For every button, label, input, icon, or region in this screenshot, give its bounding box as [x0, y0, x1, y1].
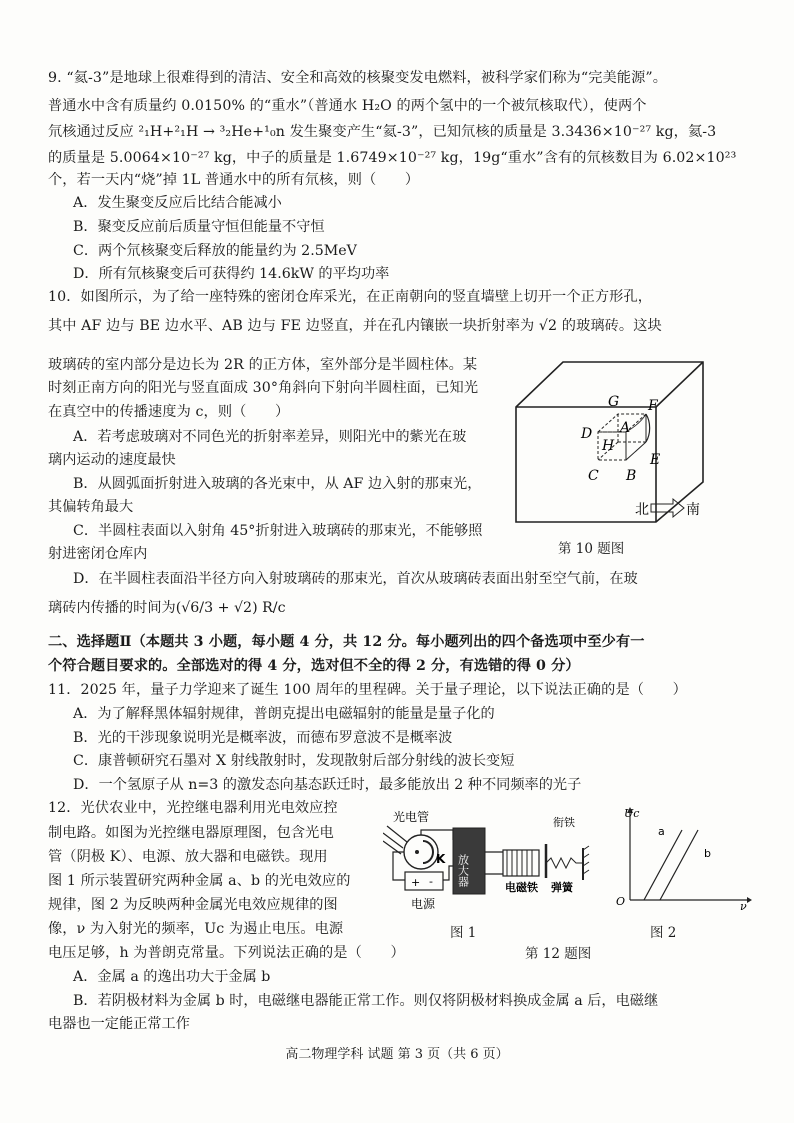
q10-option-d-line-2: 璃砖内传播的时间为(√6/3 + √2) R/c — [48, 600, 286, 616]
q12-fig2-line-a — [644, 830, 682, 900]
q10-label-d: D — [581, 426, 593, 442]
q12-fig1-minus: - — [429, 875, 433, 888]
q10-option-b-line-2: 其偏转角最大 — [48, 499, 134, 515]
q12-line-5: 规律，图 2 为反映两种金属光电效应规律的图 — [48, 897, 338, 913]
q10-option-a-line-2: 璃内运动的速度最快 — [48, 452, 176, 468]
q12-fig2-x-label: ν — [740, 900, 747, 913]
q10-label-a: A — [620, 420, 631, 436]
q10-option-c-line-2: 射进密闭仓库内 — [48, 546, 148, 562]
q10-label-north: 北 — [635, 502, 649, 518]
q10-figure-cube — [508, 352, 713, 527]
q12-fig1-power-label: 电源 — [411, 897, 436, 911]
q12-figure-caption: 第 12 题图 — [525, 946, 592, 962]
q12-option-b-line-2: 电器也一定能正常工作 — [48, 1016, 190, 1032]
q12-figure-2-graph — [612, 805, 752, 915]
q10-label-south: 南 — [686, 502, 700, 518]
q12-line-4: 图 1 所示装置研究两种金属 a、b 的光电效应的 — [48, 873, 351, 889]
q10-option-a-line-1: A．若考虑玻璃对不同色光的折射率差异，则阳光中的紫光在玻 — [73, 429, 467, 445]
q11-option-c: C．康普顿研究石墨对 X 射线散射时，发现散射后部分射线的波长变短 — [73, 753, 515, 769]
q10-label-b: B — [626, 468, 637, 484]
q9-line-5: 个，若一天内“烧”掉 1L 普通水中的所有氘核，则（ ） — [48, 172, 420, 188]
q12-fig1-armature-label: 衔铁 — [553, 816, 575, 829]
q12-line-1: 12．光伏农业中，光控继电器利用光电效应控 — [48, 800, 338, 816]
q9-line-1: 9. “氦-3”是地球上很难得到的清洁、安全和高效的核聚变发电燃料，被科学家们称为“完美能源”。 — [48, 70, 667, 86]
q9-option-c: C．两个氘核聚变后释放的能量约为 2.5MeV — [73, 243, 357, 259]
electromagnet-icon — [503, 850, 539, 876]
q12-option-a: A．金属 a 的逸出功大于金属 b — [73, 969, 271, 985]
page-footer: 高二物理学科 试题 第 3 页（共 6 页） — [285, 1047, 509, 1062]
q12-fig1-electromagnet-label: 电磁铁 — [505, 881, 538, 894]
q12-line-2: 制电路。如图为光控继电器原理图，包含光电 — [48, 825, 334, 841]
q10-label-e: E — [650, 452, 661, 468]
q10-line-3: 玻璃砖的室内部分是边长为 2R 的正方体，室外部分是半圆柱体。某 — [48, 357, 478, 373]
section2-heading-line-2: 个符合题目要求的。全部选对的得 4 分，选对但不全的得 2 分，有选错的得 0 分） — [48, 658, 580, 674]
q10-line-1: 10．如图所示，为了给一座特殊的密闭仓库采光，在正南朝向的竖直墙壁上切开一个正方形孔， — [48, 289, 653, 305]
q9-line-3: 氘核通过反应 ²₁H+²₁H → ³₂He+¹₀n 发生聚变产生“氦-3”，已知氘核的质量是 3.3436×10⁻²⁷ kg，氦-3 — [48, 124, 717, 140]
q11-line-1: 11．2025 年，量子力学迎来了诞生 100 周年的里程碑。关于量子理论，以下说法正确的是（ ） — [48, 682, 687, 698]
section2-heading-line-1: 二、选择题Ⅱ（本题共 3 小题，每小题 4 分，共 12 分。每小题列出的四个备选项中至少有一 — [48, 634, 645, 650]
q10-option-d-line-1: D．在半圆柱表面沿半径方向入射玻璃砖的那束光，首次从玻璃砖表面出射至空气前，在玻 — [73, 571, 638, 587]
q10-option-b-line-1: B．从圆弧面折射进入玻璃的各光束中，从 AF 边入射的那束光， — [73, 476, 482, 492]
q12-option-b-line-1: B．若阴极材料为金属 b 时，电磁继电器能正常工作。则仅将阴极材料换成金属 a 后，电磁继 — [73, 993, 659, 1009]
q10-figure-caption: 第 10 题图 — [558, 541, 625, 557]
q10-label-c: C — [588, 468, 599, 484]
q12-figure-1-circuit — [383, 808, 598, 920]
q10-option-c-line-1: C．半圆柱表面以入射角 45°折射进入玻璃砖的那束光，不能够照 — [73, 523, 483, 539]
q12-fig1-amp-label: 放大器 — [456, 854, 470, 887]
q12-fig1-plus: + — [411, 876, 421, 889]
q11-option-d: D．一个氢原子从 n=3 的激发态向基态跃迁时，最多能放出 2 种不同频率的光子 — [73, 777, 582, 793]
q10-line-4: 时刻正南方向的阳光与竖直面成 30°角斜向下射向半圆柱面，已知光 — [48, 380, 479, 396]
q12-fig2-label-b: b — [704, 847, 711, 860]
q12-line-7: 电压足够，h 为普朗克常量。下列说法正确的是（ ） — [48, 945, 405, 961]
q9-option-b: B．聚变反应前后质量守恒但能量不守恒 — [73, 219, 325, 235]
q12-line-6: 像，ν 为入射光的频率，Uc 为遏止电压。电源 — [48, 921, 344, 937]
q12-fig2-label-a: a — [658, 825, 665, 838]
q12-fig1-k-label: K — [436, 852, 446, 866]
q10-label-f: F — [648, 398, 658, 414]
q12-fig2-origin: O — [616, 895, 626, 908]
q12-line-3: 管（阴极 K）、电源、放大器和电磁铁。现用 — [48, 849, 328, 865]
q10-label-h: H — [602, 438, 615, 454]
q10-line-5: 在真空中的传播速度为 c，则（ ） — [48, 404, 290, 420]
q9-option-d: D．所有氘核聚变后可获得约 14.6kW 的平均功率 — [73, 266, 390, 282]
q12-fig1-caption: 图 1 — [450, 925, 477, 941]
q10-line-2: 其中 AF 边与 BE 边水平、AB 边与 FE 边竖直，并在孔内镶嵌一块折射率为 √2 的玻璃砖。这块 — [48, 318, 662, 334]
q12-fig1-spring-label: 弹簧 — [551, 881, 573, 894]
q12-fig2-line-b — [660, 830, 698, 900]
q11-option-a: A．为了解释黑体辐射规律，普朗克提出电磁辐射的能量是量子化的 — [73, 706, 495, 722]
q9-option-a: A．发生聚变反应后比结合能减小 — [73, 195, 282, 211]
q10-label-g: G — [608, 394, 620, 410]
q9-line-2: 普通水中含有质量约 0.0150% 的“重水”（普通水 H₂O 的两个氢中的一个被氘核取代），使两个 — [48, 98, 647, 114]
q12-fig2-caption: 图 2 — [650, 925, 677, 941]
q9-line-4: 的质量是 5.0064×10⁻²⁷ kg，中子的质量是 1.6749×10⁻²⁷ kg，19g“重水”含有的氘核数目为 6.02×10²³ — [48, 150, 737, 166]
q12-fig2-y-label: Uc — [624, 807, 640, 820]
q12-fig1-phototube-label: 光电管 — [393, 810, 430, 824]
q11-option-b: B．光的干涉现象说明光是概率波，而德布罗意波不是概率波 — [73, 730, 453, 746]
